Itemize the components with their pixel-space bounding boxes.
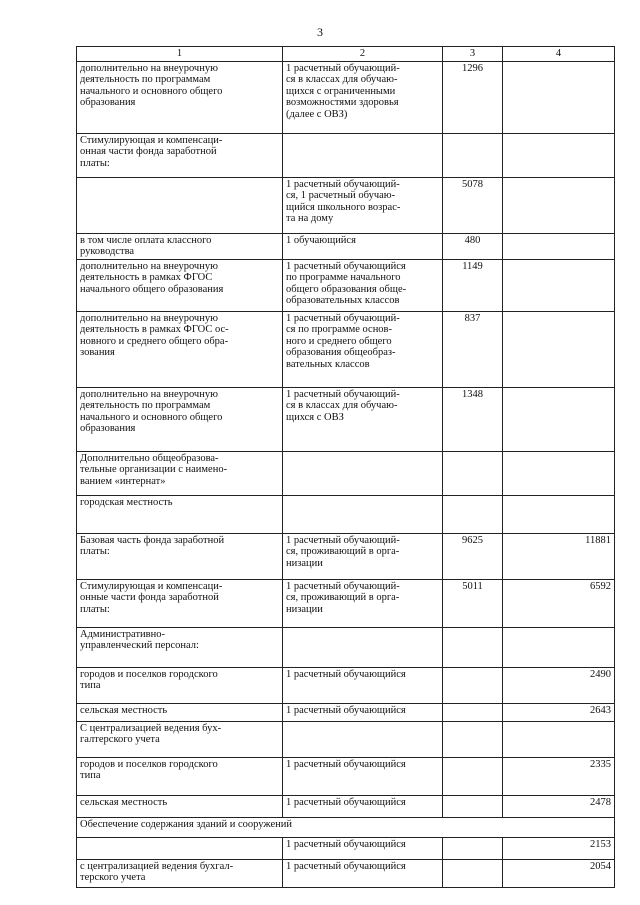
- cell-line: Административно-: [80, 628, 165, 640]
- page-number: 3: [317, 25, 323, 39]
- cell-line: низации: [286, 557, 323, 569]
- cell-line: 1 расчетный обучающий-: [286, 580, 400, 592]
- cell-line: дополнительно на внеурочную: [80, 312, 218, 324]
- value-col4-cell: 6592: [503, 579, 615, 627]
- cell-line: 1 расчетный обучающий-: [286, 312, 400, 324]
- cell-line: платы:: [80, 603, 110, 615]
- value-col4-cell: [503, 177, 615, 233]
- cell-line: образовательных классов: [286, 295, 400, 306]
- table-row: [77, 757, 615, 795]
- table-row: [77, 627, 615, 667]
- indicator-cell: [77, 387, 283, 451]
- cell-line: 1 расчетный обучающийся: [286, 796, 406, 808]
- cell-line: городов и поселков городского: [80, 668, 218, 680]
- cell-line: ся, проживающий в орга-: [286, 592, 400, 603]
- unit-cell: [283, 837, 443, 859]
- cell-line: С централизацией ведения бух-: [80, 722, 222, 734]
- table-row: [77, 667, 615, 703]
- value-col4-cell: [503, 311, 615, 387]
- cell-line: низации: [286, 603, 323, 615]
- cell-line: та на дому: [286, 213, 334, 224]
- indicator-cell: [77, 579, 283, 627]
- unit-cell: [283, 703, 443, 721]
- indicator-cell: [77, 859, 283, 887]
- cell-line: Стимулирующая и компенсаци-: [80, 134, 223, 146]
- cell-line: деятельность по программам: [80, 74, 211, 85]
- cell-line: 1 расчетный обучающийся: [286, 758, 406, 770]
- value-col4-cell: [503, 259, 615, 311]
- column-header: 2: [283, 47, 443, 62]
- cell-line: деятельность в рамках ФГОС: [80, 272, 213, 283]
- cell-line: тельные организации с наимено-: [80, 464, 228, 475]
- cell-line: Стимулирующая и компенсаци-: [80, 580, 223, 592]
- unit-cell: [283, 61, 443, 133]
- table-row: [77, 177, 615, 233]
- table-row: [77, 533, 615, 579]
- indicator-cell: [77, 837, 283, 859]
- cell-line: онная части фонда заработной: [80, 146, 217, 157]
- cell-line: дополнительно на внеурочную: [80, 62, 218, 74]
- cell-line: новного и среднего общего обра-: [80, 335, 229, 347]
- cell-line: Базовая часть фонда заработной: [80, 534, 225, 546]
- cell-line: городская местность: [80, 496, 173, 508]
- cell-line: образования: [80, 423, 136, 434]
- unit-cell: [283, 177, 443, 233]
- value-col4-cell: 2054: [503, 859, 615, 887]
- table-row: [77, 837, 615, 859]
- table-row: [77, 451, 615, 495]
- unit-cell: [283, 311, 443, 387]
- cell-line: щихся с ОВЗ: [286, 411, 344, 423]
- table-row: [77, 579, 615, 627]
- indicator-cell: [77, 61, 283, 133]
- value-col3-cell: [443, 451, 503, 495]
- value-col3-cell: [443, 837, 503, 859]
- table-row: [77, 259, 615, 311]
- cell-line: деятельность по программам: [80, 400, 211, 411]
- unit-cell: [283, 721, 443, 757]
- value-col4-cell: [503, 387, 615, 451]
- cell-line: образования общеобраз-: [286, 347, 396, 358]
- cell-line: платы:: [80, 157, 110, 169]
- cell-line: типа: [80, 680, 101, 691]
- cell-line: ного и среднего общего: [286, 335, 392, 347]
- value-col3-cell: [443, 721, 503, 757]
- cell-line: ся, проживающий в орга-: [286, 546, 400, 557]
- indicator-cell: [77, 259, 283, 311]
- indicator-cell: [77, 533, 283, 579]
- table-row: [77, 61, 615, 133]
- indicator-cell: [77, 495, 283, 533]
- indicator-cell: [77, 795, 283, 817]
- column-header: 3: [443, 47, 503, 62]
- indicator-cell: [77, 133, 283, 177]
- unit-cell: [283, 757, 443, 795]
- value-col3-cell: 5078: [443, 177, 503, 233]
- cell-line: 1 расчетный обучающий-: [286, 388, 400, 400]
- cell-line: ся в классах для обучаю-: [286, 400, 398, 411]
- cell-line: управленческий персонал:: [80, 640, 199, 651]
- value-col3-cell: 1348: [443, 387, 503, 451]
- cell-line: возможностями здоровья: [286, 97, 399, 108]
- table-row: [77, 133, 615, 177]
- table-row: [77, 817, 615, 837]
- table-row: [77, 387, 615, 451]
- value-col3-cell: [443, 859, 503, 887]
- cell-line: галтерского учета: [80, 734, 160, 745]
- value-col3-cell: 1296: [443, 61, 503, 133]
- cell-line: городов и поселков городского: [80, 758, 218, 770]
- table-row: [77, 233, 615, 259]
- indicator-cell: [77, 703, 283, 721]
- cell-line: щихся с ограниченными: [286, 85, 396, 97]
- indicator-cell: [77, 757, 283, 795]
- cell-line: 1 расчетный обучающийся: [286, 260, 406, 272]
- indicator-cell: [77, 627, 283, 667]
- value-col4-cell: [503, 627, 615, 667]
- value-col3-cell: [443, 627, 503, 667]
- table-row: [77, 721, 615, 757]
- value-col3-cell: 837: [443, 311, 503, 387]
- unit-cell: [283, 451, 443, 495]
- cell-line: дополнительно на внеурочную: [80, 260, 218, 272]
- value-col3-cell: 5011: [443, 579, 503, 627]
- value-col4-cell: 2153: [503, 837, 615, 859]
- table-row: [77, 311, 615, 387]
- cell-line: в том числе оплата классного: [80, 234, 212, 246]
- table-body: [77, 61, 615, 887]
- value-col3-cell: [443, 133, 503, 177]
- cell-line: щийся школьного возрас-: [286, 201, 401, 213]
- value-col4-cell: [503, 495, 615, 533]
- cell-line: 1 расчетный обучающийся: [286, 838, 406, 850]
- cell-line: сельская местность: [80, 796, 168, 808]
- cell-line: образования: [80, 97, 136, 108]
- unit-cell: [283, 795, 443, 817]
- value-col4-cell: 11881: [503, 533, 615, 579]
- cell-line: руководства: [80, 246, 135, 257]
- cell-line: (далее с ОВЗ): [286, 108, 348, 120]
- cell-line: дополнительно на внеурочную: [80, 388, 218, 400]
- value-col4-cell: [503, 233, 615, 259]
- table-header-row: [77, 47, 615, 62]
- unit-cell: [283, 667, 443, 703]
- cell-line: ся, 1 расчетный обучаю-: [286, 190, 396, 201]
- value-col4-cell: [503, 451, 615, 495]
- value-col3-cell: [443, 703, 503, 721]
- column-header: 1: [77, 47, 283, 62]
- unit-cell: [283, 233, 443, 259]
- cell-line: 1 расчетный обучающий-: [286, 534, 400, 546]
- column-header: 4: [503, 47, 615, 62]
- cell-line: зования: [80, 347, 115, 358]
- cell-line: онные части фонда заработной: [80, 592, 219, 603]
- value-col3-cell: [443, 495, 503, 533]
- value-col4-cell: 2490: [503, 667, 615, 703]
- value-col3-cell: 1149: [443, 259, 503, 311]
- unit-cell: [283, 387, 443, 451]
- cell-line: типа: [80, 770, 101, 781]
- cell-line: начального и основного общего: [80, 411, 223, 423]
- section-heading-cell: Обеспечение содержания зданий и сооружений: [77, 817, 615, 837]
- value-col4-cell: [503, 61, 615, 133]
- value-col3-cell: [443, 757, 503, 795]
- unit-cell: [283, 627, 443, 667]
- cell-line: по программе начального: [286, 272, 401, 283]
- cell-line: с централизацией ведения бухгал-: [80, 860, 234, 872]
- norms-table: [76, 46, 615, 888]
- cell-line: 1 расчетный обучающий-: [286, 178, 400, 190]
- cell-line: деятельность в рамках ФГОС ос-: [80, 324, 229, 335]
- cell-line: сельская местность: [80, 704, 168, 716]
- value-col3-cell: [443, 795, 503, 817]
- unit-cell: [283, 259, 443, 311]
- cell-line: ванием «интернат»: [80, 475, 166, 487]
- cell-line: ся по программе основ-: [286, 324, 393, 335]
- cell-line: общего образования обще-: [286, 283, 407, 295]
- unit-cell: [283, 859, 443, 887]
- table-row: [77, 859, 615, 887]
- cell-line: начального и основного общего: [80, 85, 223, 97]
- indicator-cell: [77, 177, 283, 233]
- unit-cell: [283, 533, 443, 579]
- indicator-cell: [77, 451, 283, 495]
- cell-line: 1 расчетный обучающийся: [286, 668, 406, 680]
- value-col3-cell: 9625: [443, 533, 503, 579]
- cell-line: 1 обучающийся: [286, 234, 356, 246]
- cell-line: терского учета: [80, 872, 146, 883]
- indicator-cell: [77, 233, 283, 259]
- cell-line: начального общего образования: [80, 283, 224, 295]
- cell-line: ся в классах для обучаю-: [286, 74, 398, 85]
- cell-line: вательных классов: [286, 358, 370, 370]
- unit-cell: [283, 133, 443, 177]
- value-col3-cell: 480: [443, 233, 503, 259]
- value-col4-cell: 2643: [503, 703, 615, 721]
- value-col4-cell: 2478: [503, 795, 615, 817]
- unit-cell: [283, 579, 443, 627]
- value-col4-cell: 2335: [503, 757, 615, 795]
- table-row: [77, 795, 615, 817]
- indicator-cell: [77, 667, 283, 703]
- cell-line: платы:: [80, 546, 110, 557]
- cell-line: Дополнительно общеобразова-: [80, 452, 219, 464]
- value-col4-cell: [503, 133, 615, 177]
- table-row: [77, 495, 615, 533]
- unit-cell: [283, 495, 443, 533]
- indicator-cell: [77, 721, 283, 757]
- cell-line: 1 расчетный обучающийся: [286, 860, 406, 872]
- indicator-cell: [77, 311, 283, 387]
- cell-line: 1 расчетный обучающий-: [286, 62, 400, 74]
- value-col3-cell: [443, 667, 503, 703]
- value-col4-cell: [503, 721, 615, 757]
- cell-line: 1 расчетный обучающийся: [286, 704, 406, 716]
- table-row: [77, 703, 615, 721]
